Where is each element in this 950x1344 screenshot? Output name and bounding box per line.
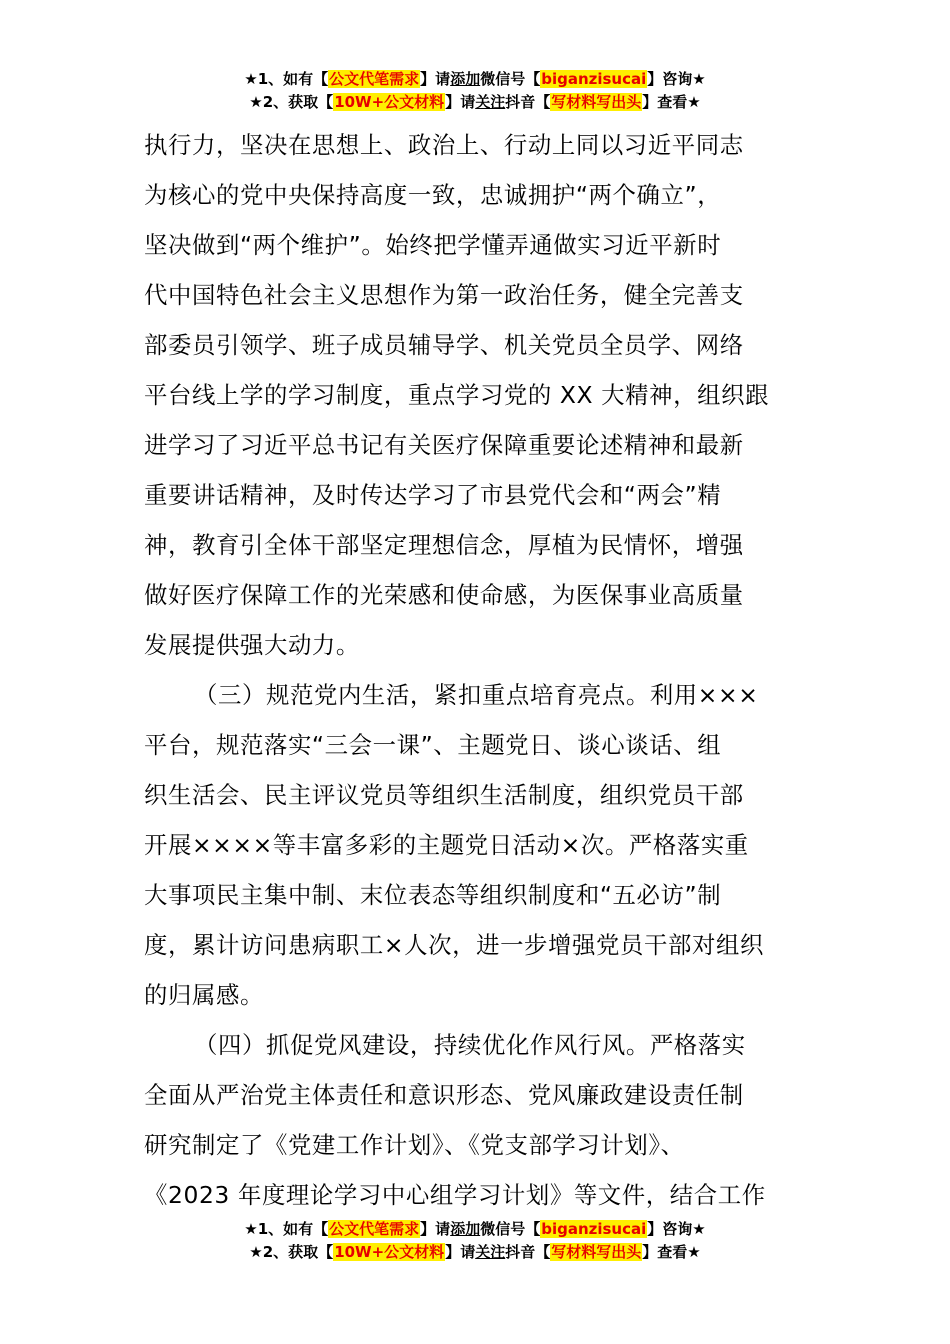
banner-text: 微信号【 xyxy=(480,1220,541,1238)
wechat-id: biganzisucai xyxy=(541,1220,647,1238)
text-line: 的归属感。 xyxy=(144,981,264,1009)
underlined-text: 添加 xyxy=(450,70,481,88)
text-line: 坚决做到“两个维护”。始终把学懂弄通做实习近平新时 xyxy=(144,231,722,259)
document-body xyxy=(144,120,806,1220)
banner-line-1 xyxy=(0,68,950,91)
section-heading-line: （三）规范党内生活，紧扣重点培育亮点。利用××× xyxy=(194,681,759,709)
banner-text: 】请 xyxy=(445,1243,476,1261)
text-line: 大事项民主集中制、末位表态等组织制度和“五必访”制 xyxy=(144,881,722,909)
banner-text: 】咨询★ xyxy=(647,70,706,88)
section-heading-line: （四）抓促党风建设，持续优化作风行风。严格落实 xyxy=(194,1031,746,1059)
text-line: 发展提供强大动力。 xyxy=(144,631,360,659)
text-line: 《2023 年度理论学习中心组学习计划》等文件，结合工作 xyxy=(144,1181,766,1209)
text-line: 进学习了习近平总书记有关医疗保障重要论述精神和最新 xyxy=(144,431,744,459)
text-line: 做好医疗保障工作的光荣感和使命感，为医保事业高质量 xyxy=(144,581,744,609)
banner-text: ★2、获取【 xyxy=(249,1243,334,1261)
footer-banner xyxy=(0,1218,950,1264)
banner-text: 微信号【 xyxy=(480,70,541,88)
banner-text: ★2、获取【 xyxy=(249,93,334,111)
highlighted-text: 公文代笔需求 xyxy=(329,1220,420,1238)
banner-text: 】咨询★ xyxy=(647,1220,706,1238)
text-line: 执行力，坚决在思想上、政治上、行动上同以习近平同志 xyxy=(144,131,744,159)
text-line: 开展××××等丰富多彩的主题党日活动×次。严格落实重 xyxy=(144,831,749,859)
underlined-text: 添加 xyxy=(450,1220,481,1238)
banner-text: 】请 xyxy=(420,1220,451,1238)
highlighted-text: 公文代笔需求 xyxy=(329,70,420,88)
highlighted-text: 10W+公文材料 xyxy=(334,1243,445,1261)
banner-text: ★1、如有【 xyxy=(244,70,329,88)
douyin-account: 写材料写出头 xyxy=(551,1243,642,1261)
banner-line-2 xyxy=(0,1241,950,1264)
text-line: 代中国特色社会主义思想作为第一政治任务，健全完善支 xyxy=(144,281,744,309)
underlined-text: 关注 xyxy=(475,93,506,111)
banner-text: ★1、如有【 xyxy=(244,1220,329,1238)
douyin-account: 写材料写出头 xyxy=(551,93,642,111)
banner-text: 】查看★ xyxy=(642,93,701,111)
underlined-text: 关注 xyxy=(475,1243,506,1261)
text-line: 度，累计访问患病职工×人次，进一步增强党员干部对组织 xyxy=(144,931,764,959)
wechat-id: biganzisucai xyxy=(541,70,647,88)
text-line: 全面从严治党主体责任和意识形态、党风廉政建设责任制 xyxy=(144,1081,744,1109)
text-line: 研究制定了《党建工作计划》、《党支部学习计划》、 xyxy=(144,1131,685,1159)
banner-text: 抖音【 xyxy=(505,93,551,111)
banner-line-1 xyxy=(0,1218,950,1241)
highlighted-text: 10W+公文材料 xyxy=(334,93,445,111)
header-banner xyxy=(0,68,950,114)
text-line: 神，教育引全体干部坚定理想信念，厚植为民情怀，增强 xyxy=(144,531,744,559)
text-line: 织生活会、民主评议党员等组织生活制度，组织党员干部 xyxy=(144,781,744,809)
text-line: 重要讲话精神，及时传达学习了市县党代会和“两会”精 xyxy=(144,481,722,509)
banner-text: 抖音【 xyxy=(505,1243,551,1261)
banner-text: 】请 xyxy=(420,70,451,88)
banner-line-2 xyxy=(0,91,950,114)
text-line: 部委员引领学、班子成员辅导学、机关党员全员学、网络 xyxy=(144,331,744,359)
text-line: 平台，规范落实“三会一课”、主题党日、谈心谈话、组 xyxy=(144,731,722,759)
text-line: 为核心的党中央保持高度一致，忠诚拥护“两个确立”， xyxy=(144,181,722,209)
text-line: 平台线上学的学习制度，重点学习党的 XX 大精神，组织跟 xyxy=(144,381,770,409)
banner-text: 】请 xyxy=(445,93,476,111)
banner-text: 】查看★ xyxy=(642,1243,701,1261)
